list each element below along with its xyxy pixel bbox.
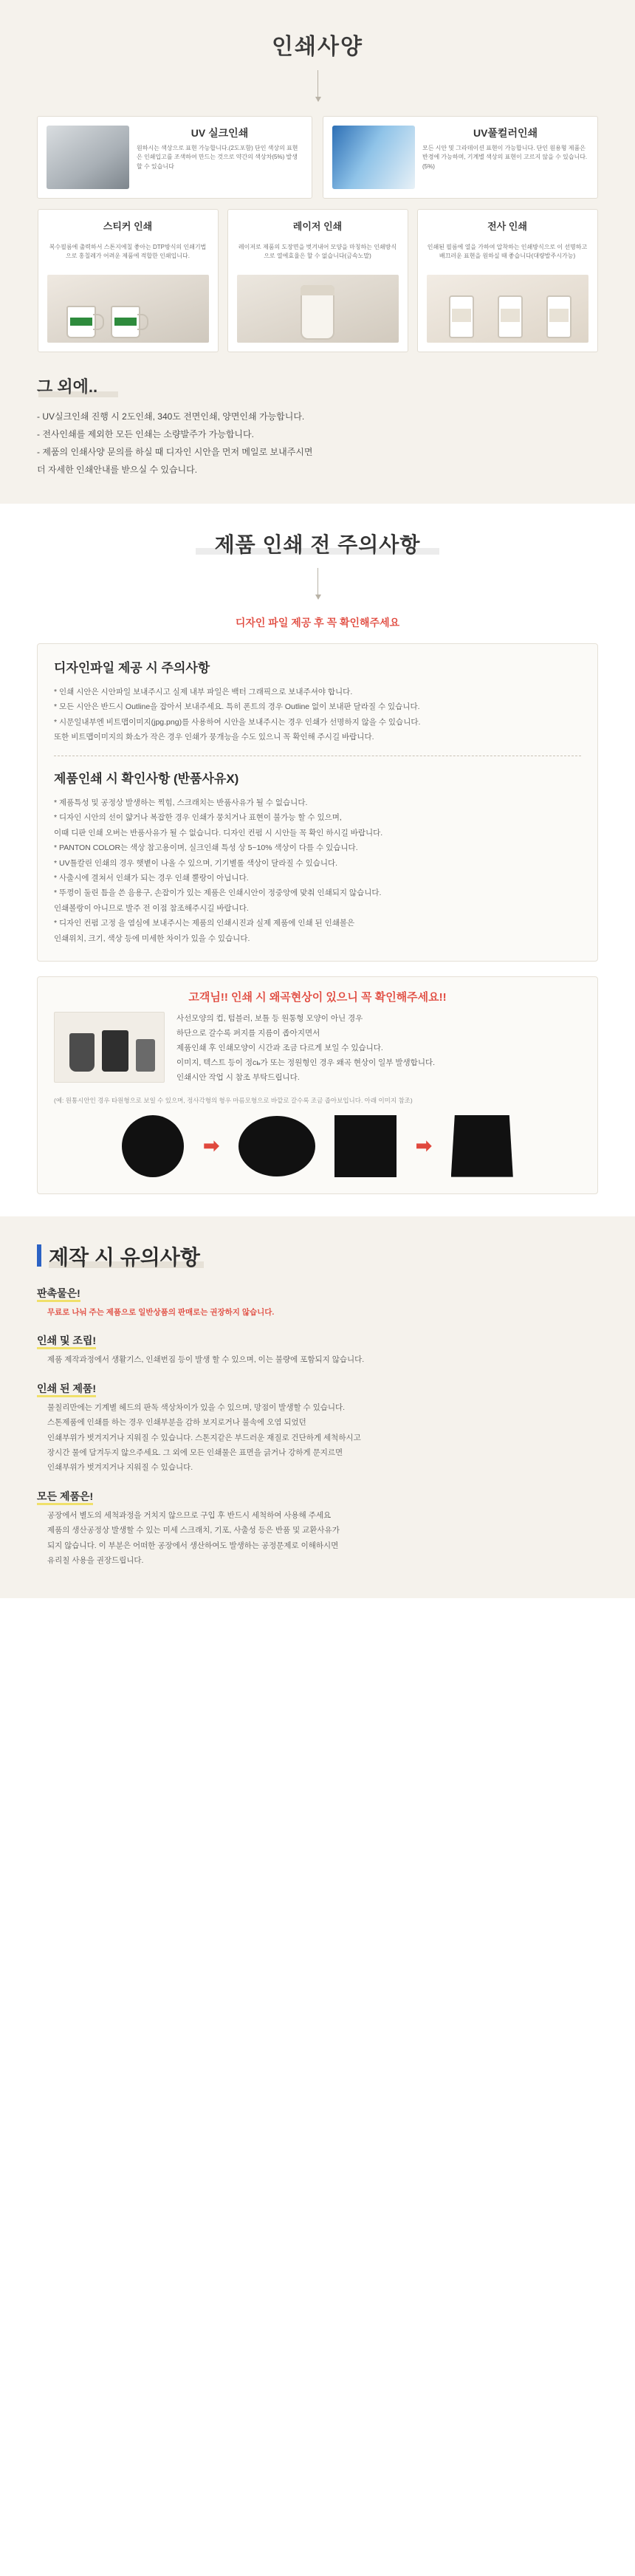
card-body [137, 126, 303, 189]
bullet-line: * UV틀칼린 인쇄의 경우 햇볕이 나올 수 있으며, 기기별롤 색상이 달라질 수 있습니다. [54, 858, 338, 868]
can-icon [498, 295, 523, 338]
uv-silk-photo [47, 126, 129, 189]
square-shape [334, 1115, 397, 1177]
section2-title: 제품 인쇄 전 주의사항 [214, 532, 421, 556]
card-transfer [417, 209, 598, 352]
bullet-line: * PANTON COLOR는 색상 참고용이며, 실크인쇄 특성 상 5~10% 색상이 다를 수 있습니다. [54, 843, 358, 853]
warning-line: 제품인쇄 후 인쇄모양이 시간과 조금 다르게 보일 수 있습니다. [176, 1044, 383, 1053]
block-heading [37, 1333, 598, 1348]
warning-body [54, 1012, 581, 1086]
panel-heading: 제품인쇄 시 확인사항 (반품사유X) [54, 771, 239, 786]
block-heading [37, 1381, 598, 1396]
bullet-line: * 시문일내부엔 비트맵이미지(jpg.png)를 사용하여 시안을 보내주시는 경우 인쇄가 선명하지 않을 수 있습니다. [54, 717, 421, 727]
transfer-photo [427, 275, 588, 343]
block-heading [37, 1286, 598, 1301]
card-heading: UV 실크인쇄 [190, 127, 249, 139]
etc-line: - 전사인쇄를 제외한 모든 인쇄는 소량발주가 가능합니다. [37, 428, 254, 439]
section3-inner [37, 1241, 598, 1569]
block-line: 인쇄부위가 벗겨지거나 지워질 수 있습니다. 스톤지같은 부드러운 재질로 건단하게 세척하시고 [47, 1433, 361, 1442]
block-printing-assembly [37, 1333, 598, 1367]
warning-line: 인쇄시안 작업 시 참조 부탁드립니다. [176, 1073, 300, 1083]
sticker-photo [47, 275, 209, 343]
etc-line: - UV실크인쇄 진행 시 2도인쇄, 340도 전면인쇄, 양면인쇄 가능합니다. [37, 411, 305, 422]
block-heading [37, 1489, 598, 1504]
block-line [37, 1305, 598, 1320]
distortion-diagram [54, 1115, 581, 1177]
uv-fullcolor-photo [332, 126, 415, 189]
bullet-line: * 디자인 컨펌 고정 을 염심에 보내주시는 제품의 인쇄시진과 실제 제품에 인쇄 된 인쇄볼은 [54, 919, 355, 928]
section-print-spec [0, 0, 635, 504]
card-heading: 레이저 인쇄 [292, 221, 343, 232]
section2-subtitle: 디자인 파일 제공 후 꼭 확인해주세요 [235, 616, 400, 628]
block-line: 제품 제작과정에서 생활기스, 인쇄번짐 등이 발생 할 수 있으며, 이는 불량에 포함되지 않습니다. [47, 1355, 365, 1365]
card-body [422, 126, 588, 189]
bullet-line: * 모든 시안은 반드시 Outline을 잡아서 보내주세요. 특히 폰트의 경우 Outline 없이 보내판 달라질 수 있습니다. [54, 702, 420, 712]
bullet-line: 인쇄볼랑이 아니므로 발주 전 이점 참조해주시길 바랍니다. [54, 903, 249, 913]
block-line: 유리칠 사용을 권장드립니다. [47, 1556, 144, 1566]
tumbler-icon [301, 285, 334, 340]
panel-heading: 디자인파일 제공 시 주의사항 [54, 660, 210, 675]
section1-title-wrap [0, 21, 635, 101]
etc-line: 더 자세한 인쇄안내를 받으실 수 있습니다. [37, 464, 198, 475]
block-line: 공장에서 별도의 세척과정을 거치지 않으므로 구입 후 반드시 세척하여 사용해 주세요 [47, 1510, 332, 1520]
card-text: 모든 시안 및 그라데이션 표현이 가능합니다. 단인 원용형 제품은 반경에 가능하며, 기계별 색상의 표현이 고르지 않을 수 있습니다.(5%) [422, 145, 588, 170]
bullet-line: * 인쇄 시안은 시안파일 보내주시고 실제 내부 파일은 백터 그래픽으로 보내주셔야 합니다. [54, 687, 353, 696]
card-uv-silk [37, 116, 312, 199]
block-heading-text: 인쇄 및 조립! [37, 1335, 96, 1349]
section-pre-print-notice [0, 504, 635, 1216]
card-text: 인쇄된 필름에 열을 가하여 압착하는 인쇄방식으로 이 선명하고 배끄러운 표현을 원하실 때 좋습니다(대량발주시가능) [427, 244, 588, 260]
section3-title: 제작 시 유의사항 [37, 1241, 598, 1271]
card-text: 레이저로 제품의 도장면을 벗겨내어 모양을 마칭하는 인쇄방식으로 열에효율은 할 수 없습니다(금속노말) [238, 244, 397, 260]
trapezoid-shape [451, 1115, 513, 1177]
card-heading: 스티커 인쇄 [103, 221, 153, 232]
etc-block [37, 374, 598, 479]
can-icon [449, 295, 474, 338]
warning-heading: 고객님!! 인쇄 시 왜곡현상이 있으니 꼭 확인해주세요!! [188, 991, 447, 1004]
block-line-text: 무료로 나눠 주는 제품으로 일반상품의 판매로는 권장하지 않습니다. [47, 1307, 275, 1317]
arrow-right-icon: ➡ [203, 1134, 219, 1157]
block-promotional [37, 1286, 598, 1320]
block-printed-product [37, 1381, 598, 1476]
block-line: 스톤제품에 인쇄를 하는 경우 인쇄부분을 감하 보지로거나 불속에 오염 되었던 [47, 1418, 306, 1428]
distortion-warning-panel [37, 976, 598, 1193]
card-heading: 전사 인쇄 [487, 221, 527, 232]
section-manufacturing-notice [0, 1216, 635, 1598]
etc-heading: 그 외에.. [37, 377, 98, 396]
bullet-line: 인쇄위치, 크기, 색상 등에 미세한 차이가 있을 수 있습니다. [54, 934, 250, 943]
block-heading-text: 인쇄 된 제품! [37, 1383, 96, 1397]
top-card-row [37, 116, 598, 199]
warning-note: (예: 원통시안인 경우 타원형으로 보일 수 있으며, 정사각형의 형우 마름모형으로 바깥로 갈수록 조금 좁아보입니다. 아래 이미지 참조) [54, 1097, 413, 1105]
bottom-card-row [37, 209, 598, 352]
card-sticker [38, 209, 219, 352]
block-line: 물칠리만에는 기계별 헤드의 판독 색상차이가 있을 수 있으며, 망점이 발생할 수 있습니다. [47, 1402, 346, 1412]
block-line: 장시간 물에 담겨두지 않으주세요. 그 외에 모든 인쇄물은 표면을 긁거나 강하게 문지르면 [47, 1448, 343, 1457]
bullet-line: 이때 디판 인쇄 오버는 반품사유가 될 수 없습니다. 디자인 컨펌 시 시안들 꼭 확인 하시길 바랍니다. [54, 828, 383, 837]
warning-line: 하단으로 갈수록 퍼지를 지름이 좁아지면서 [176, 1029, 320, 1038]
mug-icon [111, 306, 140, 338]
bottle-icon [136, 1039, 155, 1072]
can-icon [546, 295, 572, 338]
design-file-panel [37, 643, 598, 962]
page-title: 인쇄사양 [272, 35, 363, 59]
card-heading: UV풀컬러인쇄 [473, 127, 538, 139]
block-line: 제품의 생산공정상 발생할 수 있는 미세 스크래치, 기포, 사출성 등은 반품 및 교환사유가 [47, 1526, 340, 1535]
laser-photo [237, 275, 399, 343]
card-text: 원하시는 색상으로 표현 가능합니다.(2도포함) 단인 색상의 표현은 인쇄입고를 조색하여 만드는 것으로 약간의 색상차(5%) 발생할 수 있습니다 [137, 145, 298, 170]
cup-icon [69, 1033, 95, 1072]
card-laser [227, 209, 408, 352]
block-heading-text: 모든 제품은! [37, 1490, 93, 1505]
bullet-line: * 뚜껑이 둘린 틈을 쓴 음용구, 손잡이가 있는 제품은 인쇄시안이 정중앙에 맞춰 인쇄되지 않습니다. [54, 888, 382, 898]
warning-line: 사선모양의 컵, 텀블러, 보틀 등 원통형 모양이 아닌 경우 [176, 1014, 363, 1024]
cups-photo [54, 1012, 165, 1083]
warning-text [176, 1012, 435, 1086]
card-uv-fullcolor [323, 116, 598, 199]
circle-shape [122, 1115, 184, 1177]
bullet-line: * 사출시에 결쳐서 인쇄가 되는 경우 인쇄 뿔랑이 아닙니다. [54, 874, 249, 883]
block-heading-text: 판촉물은! [37, 1287, 80, 1302]
tumbler-icon [102, 1030, 128, 1072]
bullet-line: 또한 비트맵이미지의 화소가 작은 경우 인쇄가 뭉개능을 수도 있으니 꼭 확인해 주시길 바랍니다. [54, 733, 374, 742]
warning-line: 이미지, 텍스트 등이 정сь가 또는 정원형인 경우 왜곡 현상이 일부 발생합니다. [176, 1058, 436, 1068]
block-line: 인쇄부위가 벗겨지거나 지워질 수 있습니다. [47, 1463, 193, 1473]
bullet-line: * 디자인 시안의 선이 얇거나 복잡한 경우 인쇄가 뭉치거나 표현이 불가능 할 수 있으며, [54, 813, 342, 823]
etc-line: - 제품의 인쇄사양 문의를 하실 때 디자인 시안을 먼저 메일로 보내주시면 [37, 446, 313, 457]
block-all-products [37, 1489, 598, 1569]
block-line: 되지 않습니다. 이 부분은 어떠한 공장에서 생산하여도 발생하는 공정문제로 이해하시면 [47, 1541, 339, 1550]
bullet-line: * 제품특성 및 공정상 발생하는 찍힘, 스크래치는 반품사유가 될 수 없습니다. [54, 798, 308, 807]
oval-shape [238, 1116, 315, 1176]
mug-icon [66, 306, 96, 338]
arrow-right-icon: ➡ [416, 1134, 432, 1157]
card-text: 복수필름에 출력하서 스톤지에칠 좋아는 DTP방식의 인쇄기법으로 홍칠레가 어려운 제품에 적합한 인쇄입니다. [49, 244, 207, 260]
